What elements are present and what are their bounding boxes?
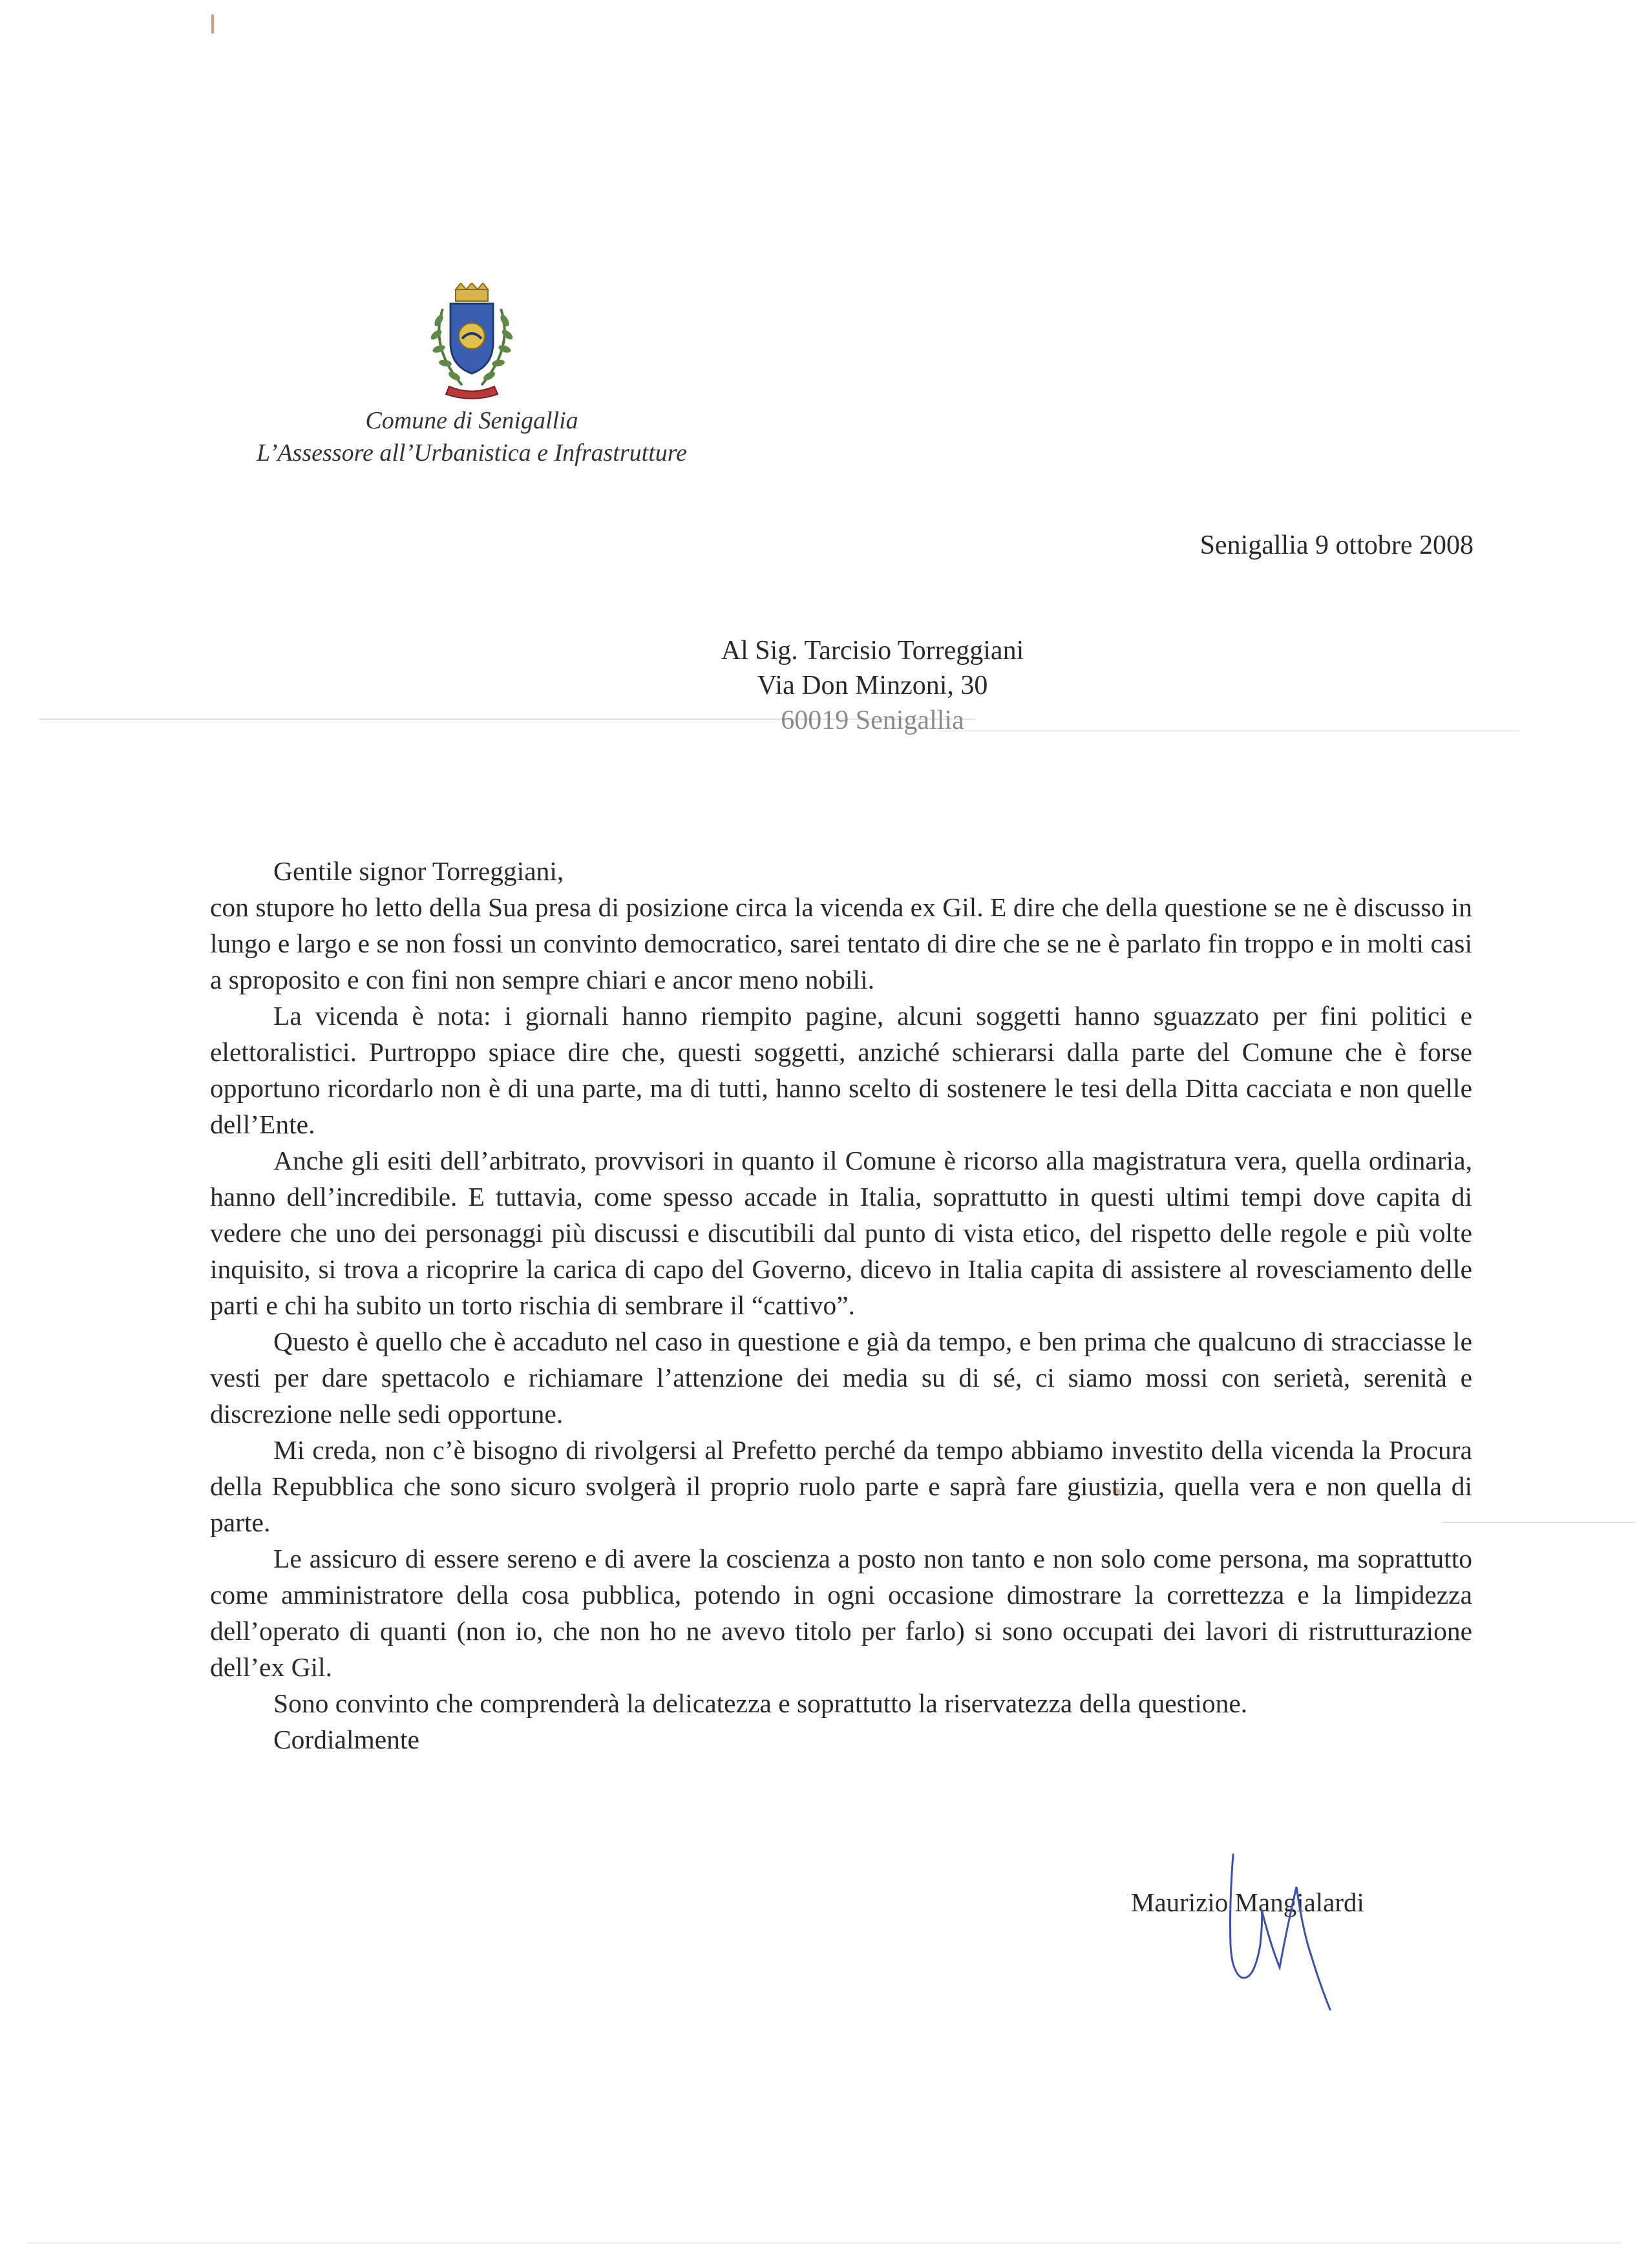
paragraph: Questo è quello che è accaduto nel caso in questione e già da tempo, e ben prima che qualcuno di stracciasse le vesti per dare spettacolo e richiamare l’attenzione dei media su di sé, ci siamo mossi con serietà, serenità e discrezione nelle sedi opportune.: [210, 1327, 1472, 1429]
paragraph: Anche gli esiti dell’arbitrato, provvisori in quanto il Comune è ricorso alla magistratura vera, quella ordinaria, hanno dell’incredibile. E tuttavia, come spesso accade in Italia, soprattutto in questi ultimi tempi dove capita di vedere che uno dei personaggi più discussi e discutibili dal punto di vista etico, del rispetto delle regole e più volte inquisito, si trova a ricoprire la carica di capo del Governo, dicevo in Italia capita di assistere al rovesciamento delle parti e chi ha subito un torto rischia di sembrare il “cattivo”.: [210, 1146, 1472, 1320]
paragraph: Mi creda, non c’è bisogno di rivolgersi al Prefetto perché da tempo abbiamo investito della vicenda la Procura della Repubblica che sono sicuro svolgerà il proprio ruolo parte e saprà fare giustizia, quella vera e non quella di parte.: [210, 1435, 1472, 1537]
handwritten-signature-icon: [1215, 1848, 1344, 2016]
recipient-name: Al Sig. Tarcisio Torreggiani: [721, 636, 1024, 666]
signature-block: [1131, 1887, 1493, 2029]
salutation: Gentile signor Torreggiani,: [273, 856, 564, 886]
paragraph: La vicenda è nota: i giornali hanno riempito pagine, alcuni soggetti hanno sguazzato per fini politici e elettoralistici. Purtroppo spiace dire che, questi soggetti, anziché schierarsi dalla parte del Comune che è forse opportuno ricordarlo non è di una parte, ma di tutti, hanno scelto di sostenere le tesi della Ditta cacciata e non quelle dell’Ente.: [210, 1001, 1472, 1139]
recipient-address: [646, 633, 1099, 738]
paragraph: Le assicuro di essere sereno e di avere la coscienza a posto non tanto e non solo come persona, ma soprattutto come amministratore della cosa pubblica, potendo in ogni occasione dimostrare la correttezza e la limpidezza dell’operato di quanti (non io, che non ho ne avevo titolo per farlo) si sono occupati dei lavori di ristrutturazione dell’ex Gil.: [210, 1544, 1472, 1682]
scan-line: [26, 2242, 1622, 2243]
closing: Cordialmente: [273, 1725, 419, 1754]
letter-body: [210, 853, 1472, 1758]
recipient-street: Via Don Minzoni, 30: [757, 671, 988, 700]
letterhead-office: L’Assessore all’Urbanistica e Infrastrutture: [256, 439, 688, 467]
recipient-city: 60019 Senigallia: [781, 706, 964, 735]
signatory-name: Maurizio Mangialardi: [1131, 1887, 1364, 1917]
paragraph: Sono convinto che comprenderà la delicatezza e soprattutto la riservatezza della questione.: [273, 1688, 1248, 1718]
letter-date: Senigallia 9 ottobre 2008: [1199, 530, 1474, 560]
letterhead: [213, 283, 730, 469]
scan-speck: [211, 14, 214, 34]
paragraph: con stupore ho letto della Sua presa di posizione circa la vicenda ex Gil. E dire che della questione se ne è discusso in lungo e largo e se non fossi un convinto democratico, sarei tentato di dire che se ne è parlato fin troppo e in molti casi a sproposito e con fini non sempre chiari e ancor meno nobili.: [210, 892, 1472, 994]
letterhead-municipality: Comune di Senigallia: [365, 407, 578, 434]
coat-of-arms-icon: [410, 283, 533, 399]
